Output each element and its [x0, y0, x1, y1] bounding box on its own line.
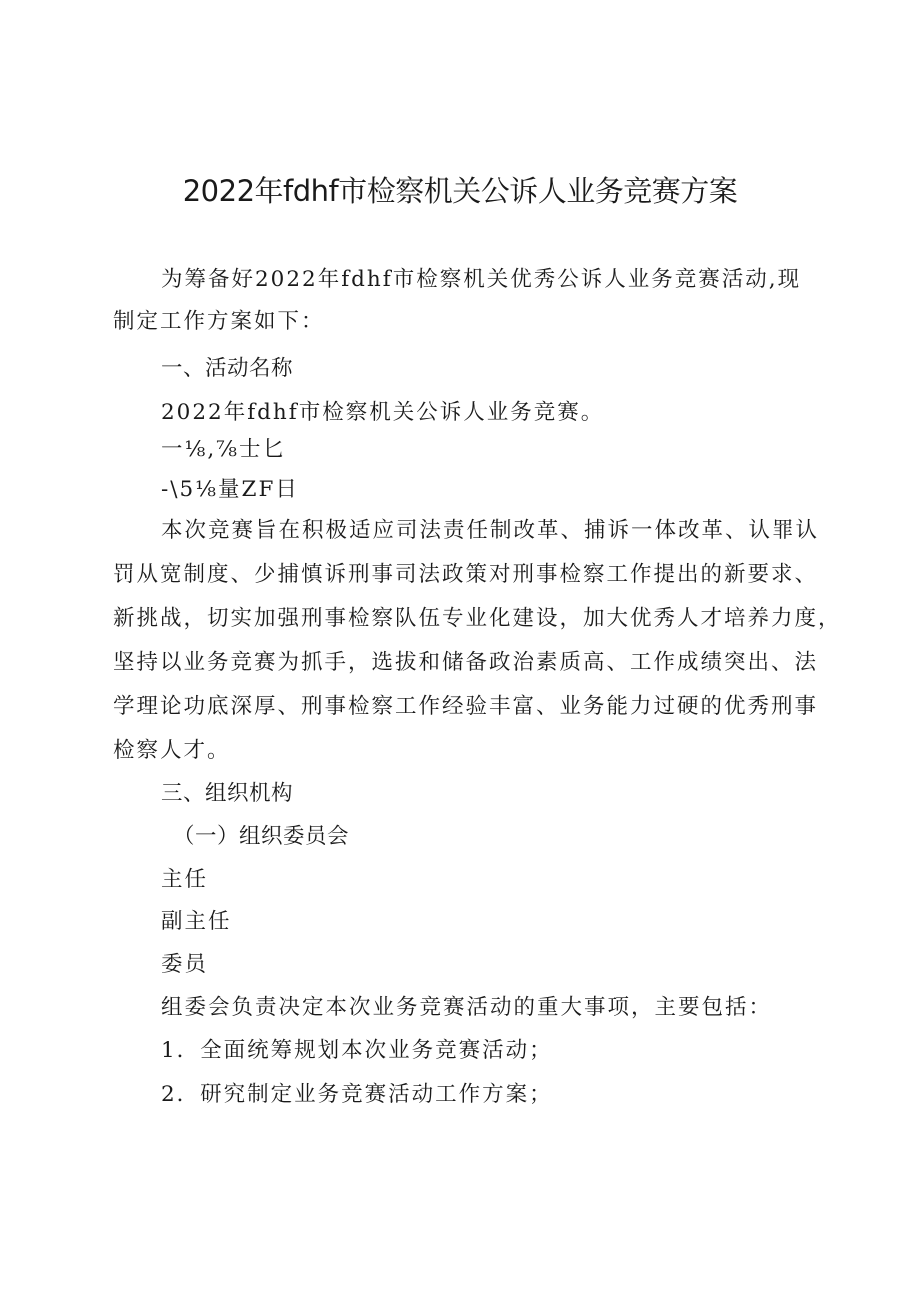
role-member: 委员 [161, 952, 209, 977]
intro-line-1: 为筹备好2022年fdhf市检察机关优秀公诉人业务竞赛活动,现 [161, 267, 802, 292]
purpose-line-6: 检察人才。 [113, 738, 231, 763]
section-heading-organization: 三、组织机构 [161, 781, 294, 806]
committee-duties-intro: 组委会负责决定本次业务竞赛活动的重大事项，主要包括： [161, 995, 773, 1020]
duty-item-2: 2．研究制定业务竞赛活动工作方案； [161, 1082, 553, 1107]
section-heading-activity-name: 一、活动名称 [161, 356, 294, 381]
garbled-line-1: 一⅛,⅞士匕 [161, 437, 287, 462]
duty-item-1: 1．全面统筹规划本次业务竞赛活动； [161, 1038, 553, 1063]
purpose-line-2: 罚从宽制度、少捕慎诉刑事司法政策对刑事检察工作提出的新要求、 [113, 562, 819, 587]
purpose-line-3: 新挑战，切实加强刑事检察队伍专业化建设，加大优秀人才培养力度， [113, 606, 842, 631]
role-deputy-director: 副主任 [161, 909, 232, 934]
subsection-heading-committee: （一）组织委员会 [173, 824, 350, 849]
document-title: 2022年fdhf市检察机关公诉人业务竞赛方案 [182, 174, 738, 208]
purpose-line-1: 本次竞赛旨在积极适应司法责任制改革、捕诉一体改革、认罪认 [161, 518, 820, 543]
role-director: 主任 [161, 867, 209, 892]
activity-name-text: 2022年fdhf市检察机关公诉人业务竞赛。 [161, 400, 605, 425]
garbled-line-2: -\5⅛量ZF日 [161, 477, 299, 502]
purpose-line-5: 学理论功底深厚、刑事检察工作经验丰富、业务能力过硬的优秀刑事 [113, 694, 819, 719]
intro-line-2: 制定工作方案如下： [113, 309, 325, 334]
purpose-line-4: 坚持以业务竞赛为抓手，选拔和储备政治素质高、工作成绩突出、法 [113, 650, 819, 675]
